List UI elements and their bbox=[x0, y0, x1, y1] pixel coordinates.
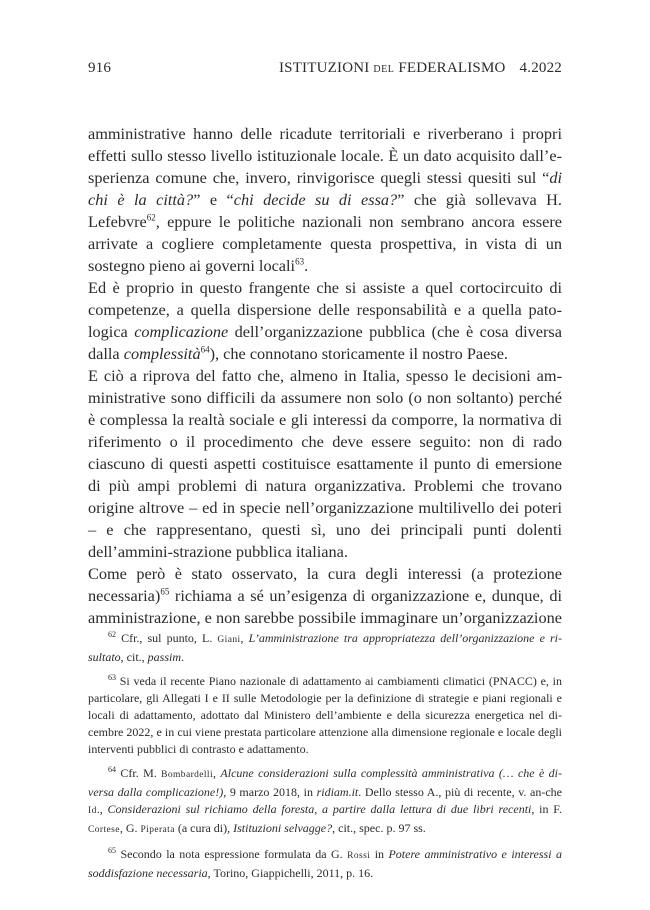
footnote-ref[interactable]: 62 bbox=[146, 212, 156, 223]
footnote: $^{64}$ Cfr. M. Bombardelli, Alcune considerazioni sulla complessità amministrativa (… che è di-versa dalla complicazione!), 9 marzo 2018, in ridiam.it. Dello stesso A., più di recente, v. an-che Id., Considerazioni sul richiamo della foresta, a partire dalla lettura di due libri recenti, in F. Cortese, G. Piperata (a cura di), Istituzioni selvagge?, cit., spec. p. 97 ss. bbox=[88, 765, 562, 835]
page-number: 916 bbox=[88, 60, 112, 76]
footnote: $^{65}$ Secondo la nota espressione formulata da G. Rossi in Potere amministrativo e interessi a soddisfazione necessaria, Torino, Giappichelli, 2011, p. 16. bbox=[88, 846, 562, 880]
issue-number: 4.2022 bbox=[519, 60, 562, 76]
footnote-number: 63 bbox=[108, 673, 116, 682]
footnote-ref[interactable]: 63 bbox=[295, 256, 305, 267]
paragraph: amministrative hanno delle ricadute territoriali e riverberano i propri effetti sullo stesso livello istituzionale locale. È un dato acquisito dall’e-sperienza comune che, invero, rinvigorisce quegli stessi quesiti sul “di chi è la città?” e “chi decide su di essa?” che già sollevava H. Lefebvre$^{62}$, eppure le politiche nazionali non sembrano ancora essere arrivate a cogliere completamente questa prospettiva, in vista di un sostegno pieno ai governi locali$^{63}$. bbox=[88, 124, 562, 275]
paragraph: Come però è stato osservato, la cura degli interessi (a protezione necessaria)$^{65}$ richiama a sé un’esigenza di organizzazione e, dunque, di amministrazione, e non sarebbe possibile immaginare un’organizzazione bbox=[88, 564, 562, 627]
footnote-number: 65 bbox=[108, 846, 116, 855]
footnote-ref[interactable]: 65 bbox=[160, 586, 170, 597]
paragraph: Ed è proprio in questo frangente che si assiste a quel cortocircuito di competenze, a quella dispersione delle responsabilità e a quella pato-logica complicazione dell’organizzazione pubblica (che è cosa diversa dalla complessità$^{64}$), che connotano storicamente il nostro Paese. bbox=[88, 278, 562, 363]
footnote: $^{62}$ Cfr., sul punto, L. Giani, L’amministrazione tra appropriatezza dell’organizzazione e ri-sultato, cit., passim. bbox=[88, 630, 562, 664]
footnote: $^{63}$ Si veda il recente Piano nazionale di adattamento ai cambiamenti climatici (PNACC) e, in particolare, gli Allegati I e II sulle Metodologie per la definizione di strategie e piani regionali e locali di adattamento, adottato dal Ministero dell’ambiente e della sicurezza energetica nel di-cembre 2022, e in cui viene prestata particolare attenzione alla dimensione regionale e locale degli interventi pubblici di contrasto e adattamento. bbox=[88, 673, 562, 756]
footnote-number: 62 bbox=[108, 630, 116, 639]
journal-title: ISTITUZIONI DEL FEDERALISMO 4.2022 bbox=[278, 60, 562, 76]
footnote-ref[interactable]: 64 bbox=[200, 344, 210, 355]
main-text bbox=[88, 123, 562, 629]
footnotes bbox=[88, 630, 562, 889]
footnote-number: 64 bbox=[108, 765, 116, 774]
paragraph: E ciò a riprova del fatto che, almeno in Italia, spesso le decisioni am-ministrative sono difficili da assumere non solo (o non soltanto) perché è complessa la realtà sociale e gli interessi da comporre, la normativa di riferimento o il procedimento che deve essere seguito: non di rado ciascuno di questi aspetti costituisce esattamente il punto di emersione di più ampi problemi di natura organizzativa. Problemi che trovano origine altrove – ed in specie nell’organizzazione multilivello dei poteri – e che rappresentano, questi sì, uno dei principali punti dolenti dell’ammini-strazione pubblica italiana. bbox=[88, 366, 562, 561]
